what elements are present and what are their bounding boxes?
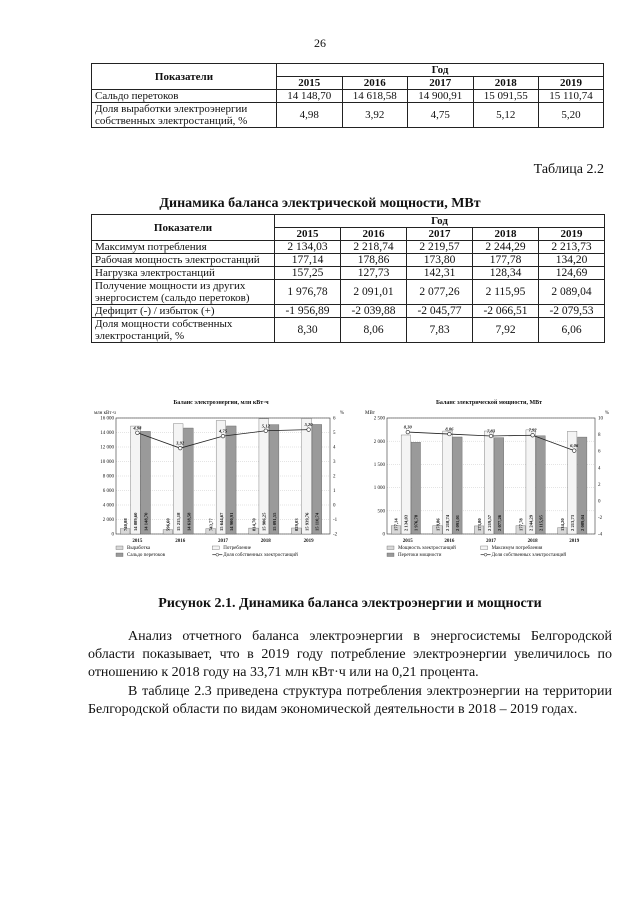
line-data-label: 5,20 (304, 422, 313, 428)
y-tick-label: 12 000 (100, 445, 114, 451)
legend-swatch (216, 553, 219, 556)
cell-value: 134,20 (539, 254, 605, 267)
data-label: 134,20 (560, 518, 566, 531)
table-row (92, 318, 605, 343)
row-label: Доля выработки электроэнергии собственных электростанций, % (92, 103, 277, 128)
figure-caption: Рисунок 2.1. Динамика баланса электроэнергии и мощности (158, 596, 542, 611)
y2-tick-label: 6 (598, 449, 601, 455)
y2-tick-label: -1 (333, 518, 338, 524)
cell-value: 4,75 (408, 103, 474, 128)
paragraph-structure: В таблице 2.3 приведена структура потребления электроэнергии на территории Белгородской области по видам экономической деятельности в 2018 – 2019 годах. (88, 684, 612, 717)
table-title: Динамика баланса электрической мощности, МВт (159, 196, 481, 211)
data-label: 15 110,74 (314, 512, 320, 531)
cell-value: -2 079,53 (539, 305, 605, 318)
line-point (221, 434, 225, 438)
cell-value: 157,25 (275, 267, 341, 280)
row-label: Рабочая мощность электростанций (92, 254, 275, 267)
y-tick-label: 1 000 (373, 486, 385, 492)
line-point (448, 432, 452, 436)
power-balance-table (91, 63, 604, 128)
line-point (178, 446, 182, 450)
cell-value: 6,06 (539, 318, 605, 343)
data-label: 2 091,01 (455, 514, 461, 531)
legend-label: Максимум потребления (491, 546, 543, 551)
capacity-balance-table (91, 214, 605, 343)
y2-tick-label: 2 (598, 482, 601, 488)
year-header: 2015 (277, 77, 343, 90)
cell-value: 15 110,74 (539, 90, 604, 103)
cell-value: 4,98 (277, 103, 343, 128)
cell-value: -2 066,51 (473, 305, 539, 318)
line-data-label: 4,75 (218, 428, 228, 434)
y2-tick-label: 10 (598, 416, 603, 422)
table-row (92, 254, 605, 267)
data-label: 15 906,25 (261, 512, 267, 531)
y-tick-label: 2 500 (373, 416, 385, 422)
data-label: 814,70 (251, 518, 257, 531)
data-label: 14 618,58 (186, 512, 192, 531)
year-header: 2019 (539, 228, 605, 241)
data-label: 173,80 (476, 518, 482, 531)
y-tick-label: 2 000 (102, 518, 114, 524)
cell-value: 2 134,03 (275, 241, 341, 254)
data-label: 15 644,67 (218, 512, 224, 531)
data-label: 2 077,26 (496, 514, 502, 531)
chart-title: Баланс электрической мощности, МВт (435, 400, 543, 406)
y2-axis-label: % (604, 411, 609, 416)
legend-label: Мощность электростанций (398, 546, 456, 551)
legend-label: Потребление (223, 546, 252, 551)
year-header: 2018 (473, 228, 539, 241)
data-label: 177,78 (518, 518, 524, 531)
line-point (307, 428, 311, 432)
data-label: 2 134,03 (403, 514, 409, 531)
data-label: 14 889,60 (133, 512, 139, 531)
energy-balance-chart (92, 394, 350, 576)
cell-value: 5,20 (539, 103, 604, 128)
cell-value: 2 091,01 (341, 280, 407, 305)
table-row (92, 241, 605, 254)
cell-value: 2 089,04 (539, 280, 605, 305)
data-label: 2 115,95 (538, 515, 544, 531)
data-label: 596,60 (165, 518, 171, 531)
cell-value: 7,92 (473, 318, 539, 343)
legend-swatch (387, 553, 394, 557)
y-tick-label: 1 500 (373, 463, 385, 468)
year-header: 2016 (341, 228, 407, 241)
y-tick-label: 500 (377, 509, 385, 515)
line-point (572, 449, 576, 453)
y-tick-label: 0 (382, 532, 385, 538)
legend-label: Выработка (127, 546, 151, 551)
y-tick-label: 10 000 (100, 460, 114, 466)
table-header-indicators: Показатели (92, 215, 275, 241)
y2-tick-label: 5 (333, 431, 336, 437)
y2-tick-label: -2 (333, 532, 338, 538)
legend-swatch (116, 553, 123, 557)
y-tick-label: 16 000 (100, 416, 114, 422)
row-label: Получение мощности из других энергосистем (сальдо перетоков) (92, 280, 275, 305)
legend-swatch (212, 546, 219, 550)
data-label: 1 976,78 (413, 514, 419, 531)
y-axis-label: млн кВт·ч (94, 411, 116, 416)
legend-label: Перетоки мощности (398, 553, 442, 558)
y-tick-label: 14 000 (100, 431, 114, 437)
table-row (92, 305, 605, 318)
cell-value: 127,73 (341, 267, 407, 280)
cell-value: 15 091,55 (473, 90, 539, 103)
table-header-year: Год (277, 64, 604, 77)
cell-value: 14 148,70 (277, 90, 343, 103)
table-header-indicators: Показатели (92, 64, 277, 90)
cell-value: 128,34 (473, 267, 539, 280)
data-label: 177,14 (393, 518, 399, 531)
year-header: 2016 (342, 77, 408, 90)
year-header: 2017 (407, 228, 473, 241)
x-tick-label: 2018 (260, 539, 271, 544)
row-label: Доля мощности собственных электростанций, % (92, 318, 275, 343)
table-row (92, 103, 604, 128)
table-row (92, 267, 605, 280)
y2-tick-label: 4 (333, 445, 336, 451)
cell-value: 7,83 (407, 318, 473, 343)
legend-label: Доля собственных электростанций (491, 553, 567, 558)
y-tick-label: 6 000 (102, 489, 114, 495)
line-data-label: 4,98 (133, 425, 142, 431)
cell-value: 124,69 (539, 267, 605, 280)
cell-value: 5,12 (473, 103, 539, 128)
table-row (92, 90, 604, 103)
x-tick-label: 2018 (527, 539, 538, 544)
cell-value: -1 956,89 (275, 305, 341, 318)
x-tick-label: 2017 (486, 539, 496, 544)
row-label: Нагрузка электростанций (92, 267, 275, 280)
line-data-label: 3,92 (176, 440, 185, 446)
y2-tick-label: 1 (333, 489, 336, 495)
legend-swatch (116, 546, 123, 550)
line-data-label: 7,92 (528, 427, 537, 433)
capacity-balance-chart (363, 394, 615, 576)
y2-tick-label: 0 (333, 503, 336, 509)
y2-axis-label: % (339, 411, 344, 416)
row-label: Дефицит (-) / избыток (+) (92, 305, 275, 318)
table-caption: Таблица 2.2 (533, 162, 604, 177)
y2-tick-label: 0 (598, 499, 601, 505)
data-label: 15 215,18 (175, 512, 181, 531)
cell-value: -2 039,88 (341, 305, 407, 318)
y-tick-label: 2 000 (373, 439, 385, 445)
cell-value: 142,31 (407, 267, 473, 280)
y-tick-label: 4 000 (102, 503, 114, 509)
line-point (531, 433, 535, 437)
data-label: 14 148,70 (143, 512, 149, 531)
y2-tick-label: 6 (333, 416, 336, 422)
x-tick-label: 2015 (132, 539, 143, 544)
cell-value: 2 213,73 (539, 241, 605, 254)
capacity-balance-chart-svg (363, 394, 615, 576)
data-label: 14 900,91 (229, 512, 235, 531)
line-point (489, 434, 493, 438)
cell-value: 2 218,74 (341, 241, 407, 254)
y2-tick-label: 8 (598, 433, 601, 439)
table-row (92, 280, 605, 305)
data-label: 829,03 (294, 518, 300, 531)
data-label: 2 089,04 (580, 514, 586, 531)
line-data-label: 6,06 (570, 443, 579, 449)
row-label: Максимум потребления (92, 241, 275, 254)
cell-value: 2 115,95 (473, 280, 539, 305)
line-point (264, 429, 268, 433)
legend-label: Доля собственных электростанций (223, 553, 298, 558)
legend-swatch (481, 546, 488, 550)
y2-tick-label: 4 (598, 466, 601, 472)
page-number: 26 (314, 36, 326, 50)
y2-tick-label: -4 (598, 532, 603, 538)
cell-value: 8,30 (275, 318, 341, 343)
legend-label: Сальдо перетоков (127, 553, 165, 558)
line-data-label: 8,06 (445, 426, 454, 432)
cell-value: 178,86 (341, 254, 407, 267)
data-label: 743,77 (208, 518, 214, 531)
legend-swatch (484, 553, 487, 556)
x-tick-label: 2016 (444, 539, 455, 544)
cell-value: 2 077,26 (407, 280, 473, 305)
data-label: 740,88 (122, 518, 128, 531)
data-label: 15 091,55 (271, 512, 277, 531)
row-label: Сальдо перетоков (92, 90, 277, 103)
data-label: 2 218,74 (445, 514, 451, 531)
y2-tick-label: -2 (598, 516, 603, 522)
x-tick-label: 2015 (402, 539, 413, 544)
cell-value: 14 900,91 (408, 90, 474, 103)
y2-tick-label: 2 (333, 474, 336, 480)
y-tick-label: 8 000 (102, 474, 114, 480)
data-label: 15 939,76 (304, 512, 310, 531)
cell-value: 2 219,57 (407, 241, 473, 254)
line-point (406, 430, 410, 434)
line-data-label: 5,12 (261, 423, 270, 429)
cell-value: 14 618,58 (342, 90, 408, 103)
cell-value: 177,78 (473, 254, 539, 267)
line-data-label: 8,30 (403, 424, 412, 430)
data-label: 178,86 (435, 518, 441, 531)
x-tick-label: 2019 (569, 539, 580, 544)
year-header: 2019 (539, 77, 604, 90)
y2-tick-label: 3 (333, 460, 336, 466)
x-tick-label: 2017 (218, 539, 228, 544)
line-point (136, 431, 140, 435)
data-label: 2 219,57 (486, 514, 492, 531)
x-tick-label: 2019 (303, 539, 314, 544)
cell-value: 177,14 (275, 254, 341, 267)
year-header: 2015 (275, 228, 341, 241)
table-header-year: Год (275, 215, 605, 228)
data-label: 2 213,73 (570, 514, 576, 531)
cell-value: 8,06 (341, 318, 407, 343)
legend-swatch (387, 546, 394, 550)
year-header: 2018 (473, 77, 539, 90)
x-tick-label: 2016 (175, 539, 186, 544)
year-header: 2017 (408, 77, 474, 90)
y-tick-label: 0 (111, 532, 114, 538)
data-label: 2 244,29 (528, 514, 534, 531)
cell-value: 173,80 (407, 254, 473, 267)
cell-value: 2 244,29 (473, 241, 539, 254)
paragraph-analysis: Анализ отчетного баланса электроэнергии в энергосистемы Белгородской области показывает, что в 2019 году потребление электроэнергии увеличилось по отношению к 2018 году на 33,71 млн кВт·ч или на 0,21 процента. (88, 629, 612, 680)
cell-value: 3,92 (342, 103, 408, 128)
chart-title: Баланс электроэнергии, млн кВт·ч (173, 400, 269, 406)
y-axis-label: МВт (365, 411, 375, 416)
line-data-label: 7,83 (486, 428, 496, 434)
cell-value: 1 976,78 (275, 280, 341, 305)
cell-value: -2 045,77 (407, 305, 473, 318)
energy-balance-chart-svg (92, 394, 350, 576)
